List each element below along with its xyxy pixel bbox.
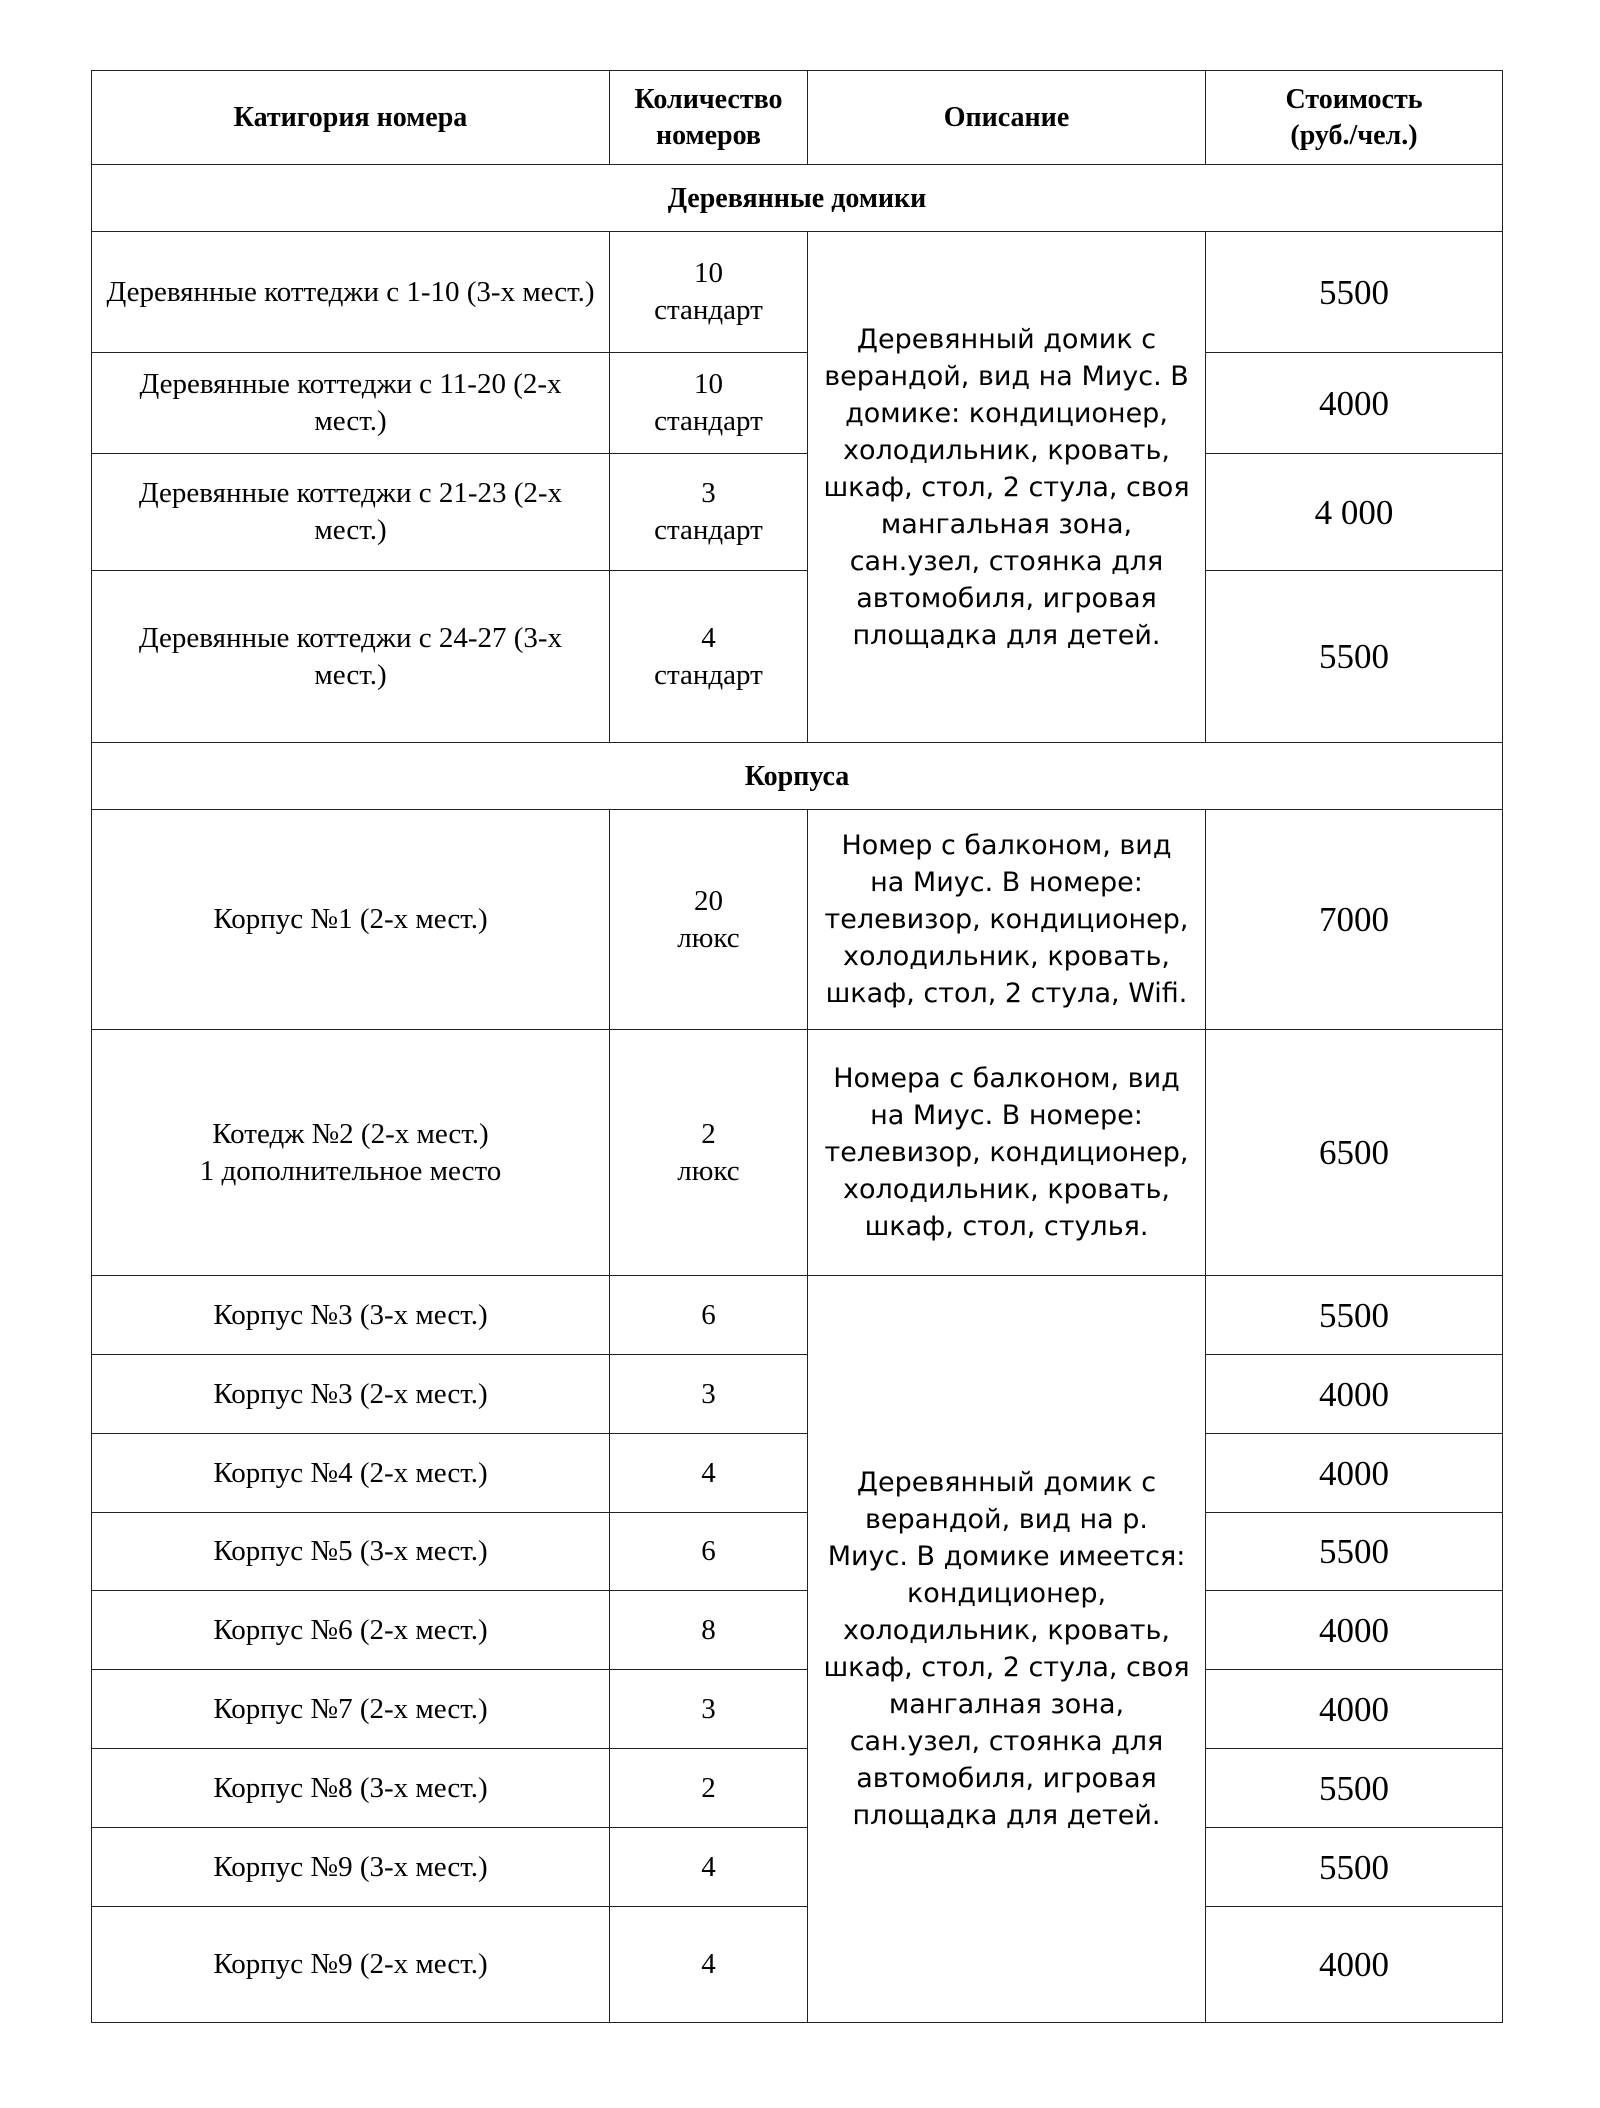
room-price: 4000	[1206, 1670, 1503, 1749]
header-row	[92, 71, 1503, 165]
table-row	[92, 571, 1503, 743]
room-count	[610, 571, 808, 743]
room-count: 8	[610, 1591, 808, 1670]
room-price: 5500	[1206, 1828, 1503, 1907]
room-category-line1: Котедж №2 (2-х мест.)	[212, 1117, 489, 1150]
room-count: 3	[610, 1355, 808, 1434]
room-count-number: 4	[701, 621, 716, 654]
room-price: 7000	[1206, 810, 1503, 1030]
room-count-number: 3	[701, 477, 716, 509]
room-category: Корпус №9 (3-х мест.)	[92, 1828, 610, 1907]
room-category: Корпус №8 (3-х мест.)	[92, 1749, 610, 1828]
table-row	[92, 454, 1503, 571]
room-count-type: стандарт	[654, 658, 763, 691]
room-category: Корпус №9 (2-х мест.)	[92, 1907, 610, 2023]
room-count-type: стандарт	[654, 405, 763, 437]
table-row	[92, 1355, 1503, 1434]
room-count: 6	[610, 1513, 808, 1591]
header-price-line1: Стоимость	[1285, 83, 1423, 115]
room-price: 5500	[1206, 1276, 1503, 1355]
table-row	[92, 1434, 1503, 1513]
room-count	[610, 232, 808, 353]
room-count-number: 10	[694, 368, 723, 400]
room-price: 4000	[1206, 1355, 1503, 1434]
room-category: Корпус №6 (2-х мест.)	[92, 1591, 610, 1670]
room-category: Корпус №7 (2-х мест.)	[92, 1670, 610, 1749]
header-price-line2: (руб./чел.)	[1290, 119, 1418, 151]
room-count	[610, 1030, 808, 1276]
room-category: Корпус №4 (2-х мест.)	[92, 1434, 610, 1513]
room-price: 4000	[1206, 1434, 1503, 1513]
price-table	[91, 70, 1503, 2023]
room-count-type: люкс	[677, 921, 740, 954]
header-count-line1: Количество	[634, 83, 783, 115]
room-price: 4 000	[1206, 454, 1503, 571]
table-row	[92, 1030, 1503, 1276]
room-count-type: стандарт	[654, 514, 763, 546]
section-row-wooden	[92, 165, 1503, 232]
room-count	[610, 810, 808, 1030]
table-row	[92, 810, 1503, 1030]
room-count-number: 20	[694, 884, 723, 917]
room-category: Корпус №1 (2-х мест.)	[92, 810, 610, 1030]
room-count: 4	[610, 1828, 808, 1907]
room-count-number: 10	[694, 257, 723, 289]
room-category: Корпус №3 (3-х мест.)	[92, 1276, 610, 1355]
header-count	[610, 71, 808, 165]
section-title-wooden: Деревянные домики	[92, 165, 1503, 232]
header-description: Описание	[808, 71, 1206, 165]
room-price: 6500	[1206, 1030, 1503, 1276]
room-category: Деревянные коттеджи с 11-20 (2-х мест.)	[92, 353, 610, 454]
room-category: Деревянные коттеджи с 21-23 (2-х мест.)	[92, 454, 610, 571]
table-row	[92, 1513, 1503, 1591]
room-price: 5500	[1206, 571, 1503, 743]
room-price: 4000	[1206, 1907, 1503, 2023]
building-description: Деревянный домик с верандой, вид на р. Миус. В домике имеется: кондиционер, холодильник, кровать, шкаф, стол, 2 стула, своя мангалная зона, сан.узел, стоянка для автомобиля, игровая площадка для детей.	[808, 1276, 1206, 2023]
room-price: 5500	[1206, 1513, 1503, 1591]
table-row	[92, 232, 1503, 353]
section-row-buildings	[92, 743, 1503, 810]
header-category: Катигория номера	[92, 71, 610, 165]
room-category: Корпус №5 (3-х мест.)	[92, 1513, 610, 1591]
wooden-description: Деревянный домик с верандой, вид на Миус. В домике: кондиционер, холодильник, кровать, шкаф, стол, 2 стула, своя мангальная зона, сан.узел, стоянка для автомобиля, игровая площадка для детей.	[808, 232, 1206, 743]
room-count-type: стандарт	[654, 294, 763, 326]
room-count-number: 2	[701, 1117, 716, 1150]
table-row	[92, 1670, 1503, 1749]
room-category	[92, 1030, 610, 1276]
header-price	[1206, 71, 1503, 165]
room-count: 4	[610, 1907, 808, 2023]
room-price: 4000	[1206, 353, 1503, 454]
room-description: Номера с балконом, вид на Миус. В номере: телевизор, кондиционер, холодильник, кровать, шкаф, стол, стулья.	[808, 1030, 1206, 1276]
room-count	[610, 454, 808, 571]
table-row	[92, 1828, 1503, 1907]
room-price: 5500	[1206, 1749, 1503, 1828]
room-category: Корпус №3 (2-х мест.)	[92, 1355, 610, 1434]
table-row	[92, 1276, 1503, 1355]
section-title-buildings: Корпуса	[92, 743, 1503, 810]
room-price: 5500	[1206, 232, 1503, 353]
table-row	[92, 1591, 1503, 1670]
room-count	[610, 353, 808, 454]
room-count-type: люкс	[677, 1154, 740, 1187]
table-row	[92, 1749, 1503, 1828]
room-count: 6	[610, 1276, 808, 1355]
table-row	[92, 1907, 1503, 2023]
header-count-line2: номеров	[655, 119, 762, 151]
room-count: 4	[610, 1434, 808, 1513]
room-category-line2: 1 дополнительное место	[199, 1154, 502, 1187]
room-description: Номер с балконом, вид на Миус. В номере: телевизор, кондиционер, холодильник, кровать, шкаф, стол, 2 стула, Wifi.	[808, 810, 1206, 1030]
room-count: 3	[610, 1670, 808, 1749]
room-category: Деревянные коттеджи с 24-27 (3-х мест.)	[92, 571, 610, 743]
room-category: Деревянные коттеджи с 1-10 (3-х мест.)	[92, 232, 610, 353]
table-row	[92, 353, 1503, 454]
room-count: 2	[610, 1749, 808, 1828]
room-price: 4000	[1206, 1591, 1503, 1670]
